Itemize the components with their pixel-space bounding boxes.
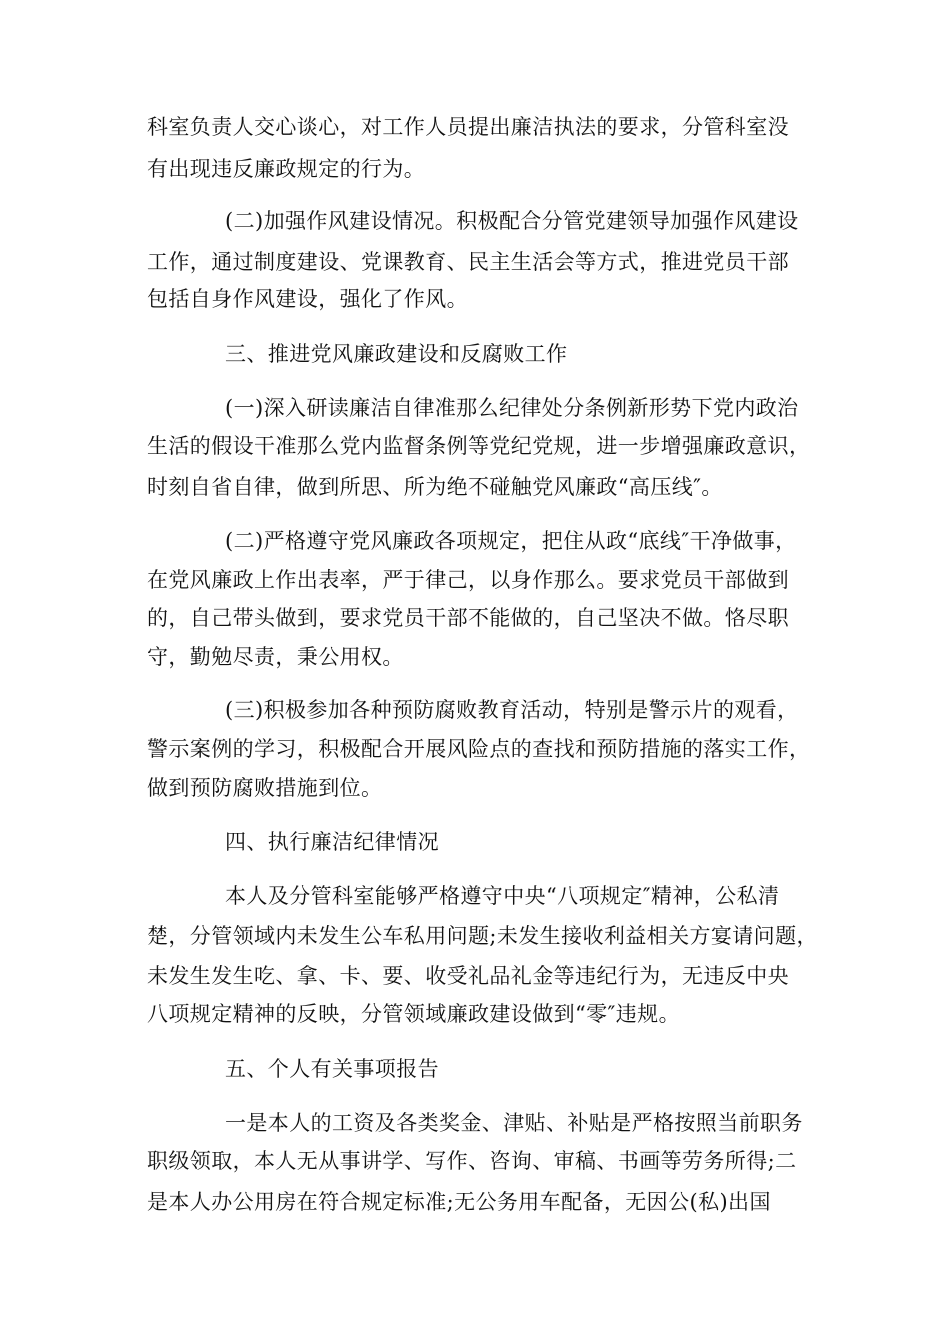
text-line: 在党风廉政上作出表率，严于律己，以身作那么。要求党员干部做到 [147,568,789,592]
text-line: 工作，通过制度建设、党课教育、民主生活会等方式，推进党员干部 [147,250,789,274]
paragraph-first-line: (一)深入研读廉洁自律准那么纪律处分条例新形势下党内政治 [225,396,799,420]
paragraph-first-line: (二)严格遵守党风廉政各项规定，把住从政“底线″干净做事， [225,529,797,553]
text-line: 楚，分管领域内未发生公车私用问题;未发生接收利益相关方宴请问题， [147,924,818,948]
section-heading: 四、执行廉洁纪律情况 [225,830,439,854]
text-line: 有出现违反廉政规定的行为。 [147,157,426,181]
paragraph-first-line: (二)加强作风建设情况。积极配合分管党建领导加强作风建设 [225,209,799,233]
text-line: 警示案例的学习，积极配合开展风险点的查找和预防措施的落实工作， [147,737,811,761]
text-line: 守，勤勉尽责，秉公用权。 [147,645,404,669]
text-line: 生活的假设干准那么党内监督条例等党纪党规，进一步增强廉政意识， [147,434,811,458]
text-line: 时刻自省自律，做到所思、所为绝不碰触党风廉政“高压线″。 [147,475,723,499]
paragraph-first-line: 一是本人的工资及各类奖金、津贴、补贴是严格按照当前职务 [225,1111,803,1135]
text-line: 做到预防腐败措施到位。 [147,776,383,800]
text-line: 八项规定精神的反映，分管领域廉政建设做到“零″违规。 [147,1002,680,1026]
paragraph-first-line: (三)积极参加各种预防腐败教育活动，特别是警示片的观看， [225,698,799,722]
section-heading: 五、个人有关事项报告 [225,1057,439,1081]
paragraph-first-line: 本人及分管科室能够严格遵守中央“八项规定″精神，公私清 [225,884,780,908]
text-line: 包括自身作风建设，强化了作风。 [147,287,468,311]
section-heading: 三、推进党风廉政建设和反腐败工作 [225,342,568,366]
text-line: 是本人办公用房在符合规定标准;无公务用车配备，无因公(私)出国 [147,1190,771,1214]
text-line: 科室负责人交心谈心，对工作人员提出廉洁执法的要求，分管科室没 [147,115,789,139]
text-line: 的，自己带头做到，要求党员干部不能做的，自己坚决不做。恪尽职 [147,606,789,630]
text-line: 职级领取，本人无从事讲学、写作、咨询、审稿、书画等劳务所得;二 [147,1149,797,1173]
text-line: 未发生发生吃、拿、卡、要、收受礼品礼金等违纪行为，无违反中央 [147,964,789,988]
